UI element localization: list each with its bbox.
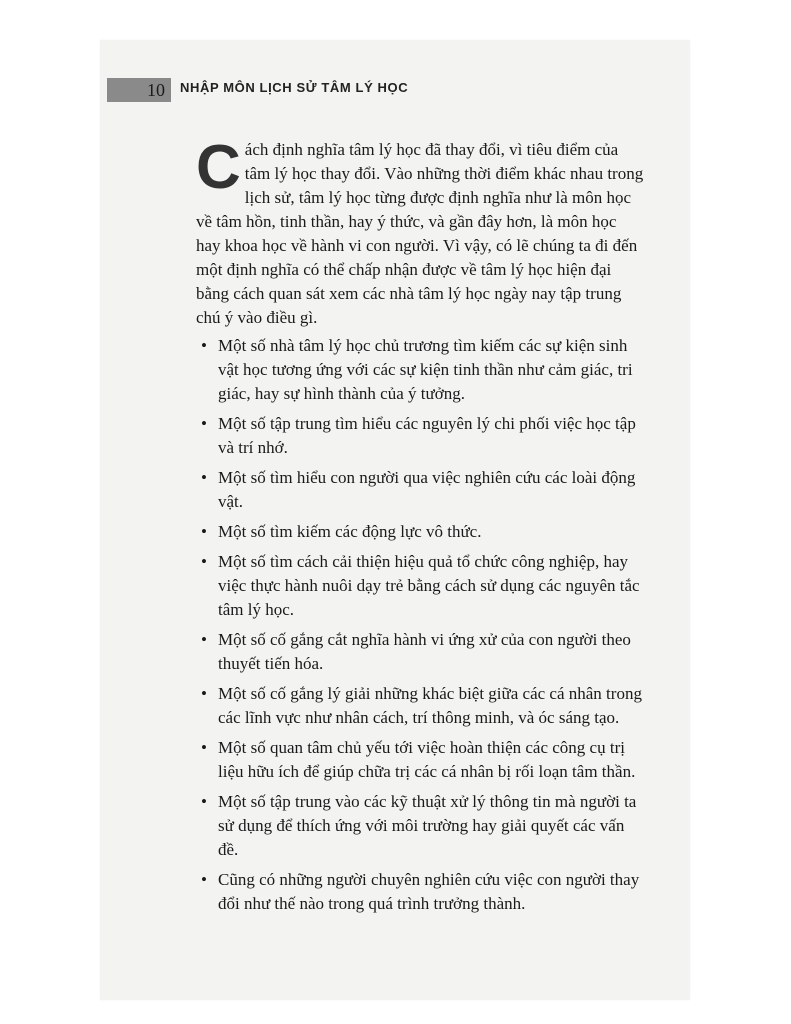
bullet-icon: • (201, 414, 207, 433)
bullet-icon: • (201, 630, 207, 649)
running-title: NHẬP MÔN LỊCH SỬ TÂM LÝ HỌC (180, 80, 409, 95)
list-item-text: Một số tập trung tìm hiểu các nguyên lý chi phối việc học tập và trí nhớ. (218, 414, 636, 457)
page-body (196, 133, 644, 922)
page-number: 10 (107, 78, 171, 102)
list-item (196, 682, 644, 730)
list-item (196, 736, 644, 784)
intro-paragraph (196, 133, 644, 330)
list-item-text: Một số tìm cách cải thiện hiệu quả tổ chức công nghiệp, hay việc thực hành nuôi dạy trẻ bằng cách sử dụng các nguyên tắc tâm lý học. (218, 552, 640, 619)
list-item (196, 550, 644, 622)
list-item (196, 868, 644, 916)
list-item-text: Một số cố gắng lý giải những khác biệt giữa các cá nhân trong các lĩnh vực như nhân cách, trí thông minh, và óc sáng tạo. (218, 684, 642, 727)
list-item-text: Một số nhà tâm lý học chủ trương tìm kiếm các sự kiện sinh vật học tương ứng với các sự kiện tinh thần như cảm giác, tri giác, hay sự hình thành của ý tưởng. (218, 336, 633, 403)
bullet-icon: • (201, 552, 207, 571)
list-item-text: Cũng có những người chuyên nghiên cứu việc con người thay đổi như thế nào trong quá trình trưởng thành. (218, 870, 640, 913)
bullet-icon: • (201, 684, 207, 703)
list-item-text: Một số tập trung vào các kỹ thuật xử lý thông tin mà người ta sử dụng để thích ứng với môi trường hay giải quyết các vấn đề. (218, 792, 637, 859)
list-item (196, 334, 644, 406)
list-item (196, 412, 644, 460)
list-item-text: Một số tìm kiếm các động lực vô thức. (218, 522, 482, 541)
bullet-list (196, 334, 644, 916)
list-item (196, 466, 644, 514)
list-item-text: Một số quan tâm chủ yếu tới việc hoàn thiện các công cụ trị liệu hữu ích để giúp chữa trị các cá nhân bị rối loạn tâm thần. (218, 738, 636, 781)
bullet-icon: • (201, 792, 207, 811)
bullet-icon: • (201, 522, 207, 541)
drop-cap: C (196, 133, 241, 202)
list-item-text: Một số tìm hiểu con người qua việc nghiên cứu các loài động vật. (218, 468, 636, 511)
list-item-text: Một số cố gắng cắt nghĩa hành vi ứng xử của con người theo thuyết tiến hóa. (218, 630, 631, 673)
list-item (196, 628, 644, 676)
list-item (196, 520, 644, 544)
bullet-icon: • (201, 870, 207, 889)
bullet-icon: • (201, 738, 207, 757)
bullet-icon: • (201, 468, 207, 487)
bullet-icon: • (201, 336, 207, 355)
intro-text: ách định nghĩa tâm lý học đã thay đổi, vì tiêu điểm của tâm lý học thay đổi. Vào những thời điểm khác nhau trong lịch sử, tâm lý học từng được định nghĩa như là môn học về tâm hồn, tinh thần, hay ý thức, và gần đây hơn, là môn học hay khoa học về hành vi con người. Vì vậy, có lẽ chúng ta đi đến một định nghĩa có thể chấp nhận được về tâm lý học hiện đại bằng cách quan sát xem các nhà tâm lý học ngày nay tập trung chú ý vào điều gì. (196, 140, 644, 327)
list-item (196, 790, 644, 862)
